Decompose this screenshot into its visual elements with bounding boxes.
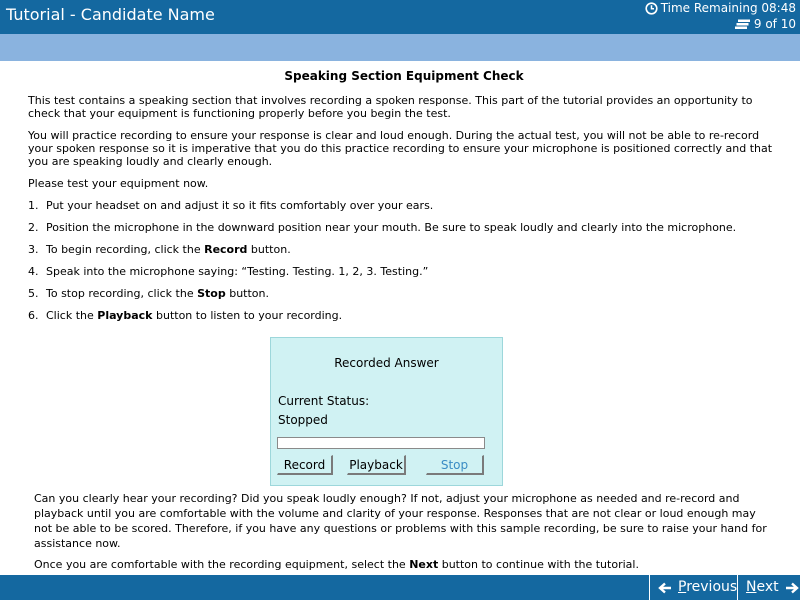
question-counter-text: 9 of 10 xyxy=(753,17,796,31)
app-title: Tutorial - Candidate Name xyxy=(6,5,215,24)
step-number: 4. xyxy=(28,265,39,278)
previous-label xyxy=(678,575,737,600)
step-number: 6. xyxy=(28,309,39,322)
status-label: Current Status: xyxy=(278,394,370,408)
steps-list xyxy=(28,199,780,322)
recorder-panel xyxy=(270,337,503,486)
step-text-bold: Record xyxy=(204,243,248,256)
step-text: Speak into the microphone saying: “Testing. Testing. 1, 2, 3. Testing.” xyxy=(46,265,429,278)
recorder-title: Recorded Answer xyxy=(334,356,439,370)
step-text-bold: Stop xyxy=(197,287,226,300)
clock-icon xyxy=(645,2,658,15)
stack-icon xyxy=(735,19,751,30)
time-remaining-text: Time Remaining 08:48 xyxy=(660,1,796,15)
closing-content xyxy=(34,491,774,578)
stop-button[interactable]: Stop xyxy=(426,455,484,475)
step-number: 2. xyxy=(28,221,39,234)
arrow-left-icon xyxy=(658,582,672,594)
next-instruction-after: button to continue with the tutorial. xyxy=(438,558,639,571)
list-item xyxy=(28,309,780,322)
next-mnemonic: N xyxy=(746,579,757,595)
page-heading: Speaking Section Equipment Check xyxy=(284,69,524,83)
next-button[interactable] xyxy=(737,575,800,600)
next-label xyxy=(746,575,779,600)
step-text xyxy=(46,287,269,300)
step-text-after: button. xyxy=(247,243,291,256)
step-text: Put your headset on and adjust it so it fits comfortably over your ears. xyxy=(46,199,434,212)
footer-bar xyxy=(0,575,800,600)
step-text-after: button to listen to your recording. xyxy=(152,309,343,322)
step-text: Position the microphone in the downward position near your mouth. Be sure to speak loudly and clearly into the microphone. xyxy=(46,221,737,234)
title-bar xyxy=(0,0,800,34)
list-item xyxy=(28,287,780,300)
step-number: 1. xyxy=(28,199,39,212)
step-text-after: button. xyxy=(225,287,270,300)
step-number: 3. xyxy=(28,243,39,256)
main-content xyxy=(28,70,780,331)
tool-bar xyxy=(0,34,800,61)
closing-paragraph: Can you clearly hear your recording? Did you speak loudly enough? If not, adjust your microphone as needed and re-record and playback until you are comfortable with the volume and clarity of your response. Responses that are not clear or loud enough may not be able to be scored. Therefore, if you have any questions or problems with this sample recording, be sure to raise your hand for assistance now. xyxy=(34,492,767,550)
step-text-before: To stop recording, click the xyxy=(46,287,198,300)
arrow-right-icon xyxy=(785,582,799,594)
step-text xyxy=(46,243,291,256)
playback-button[interactable]: Playback xyxy=(347,455,406,475)
practice-paragraph: You will practice recording to ensure your response is clear and loud enough. During the actual test, you will not be able to re-record your spoken response so it is imperative that you do this practice recording to ensure your microphone is positioned correctly and that you are speaking loudly and clearly enough. xyxy=(28,129,773,168)
record-button[interactable]: Record xyxy=(277,455,333,475)
recording-progress-bar xyxy=(277,437,485,449)
list-item xyxy=(28,243,780,256)
step-text-before: Click the xyxy=(46,309,98,322)
step-text-bold: Playback xyxy=(97,309,153,322)
next-rest: ext xyxy=(756,579,779,595)
instruction-text: Please test your equipment now. xyxy=(28,177,209,190)
next-instruction-bold: Next xyxy=(409,558,439,571)
question-counter xyxy=(735,17,796,32)
status-value: Stopped xyxy=(278,413,328,427)
list-item xyxy=(28,265,780,278)
previous-button[interactable] xyxy=(649,575,737,600)
next-instruction-before: Once you are comfortable with the recording equipment, select the xyxy=(34,558,410,571)
step-number: 5. xyxy=(28,287,39,300)
list-item xyxy=(28,221,780,234)
previous-rest: revious xyxy=(686,579,738,595)
previous-mnemonic: P xyxy=(678,579,687,595)
next-instruction xyxy=(34,557,774,572)
step-text-before: To begin recording, click the xyxy=(46,243,205,256)
time-remaining[interactable] xyxy=(645,1,796,16)
intro-paragraph: This test contains a speaking section that involves recording a spoken response. This part of the tutorial provides an opportunity to check that your equipment is functioning properly before you begin the test. xyxy=(28,94,753,120)
list-item xyxy=(28,199,780,212)
step-text xyxy=(46,309,342,322)
